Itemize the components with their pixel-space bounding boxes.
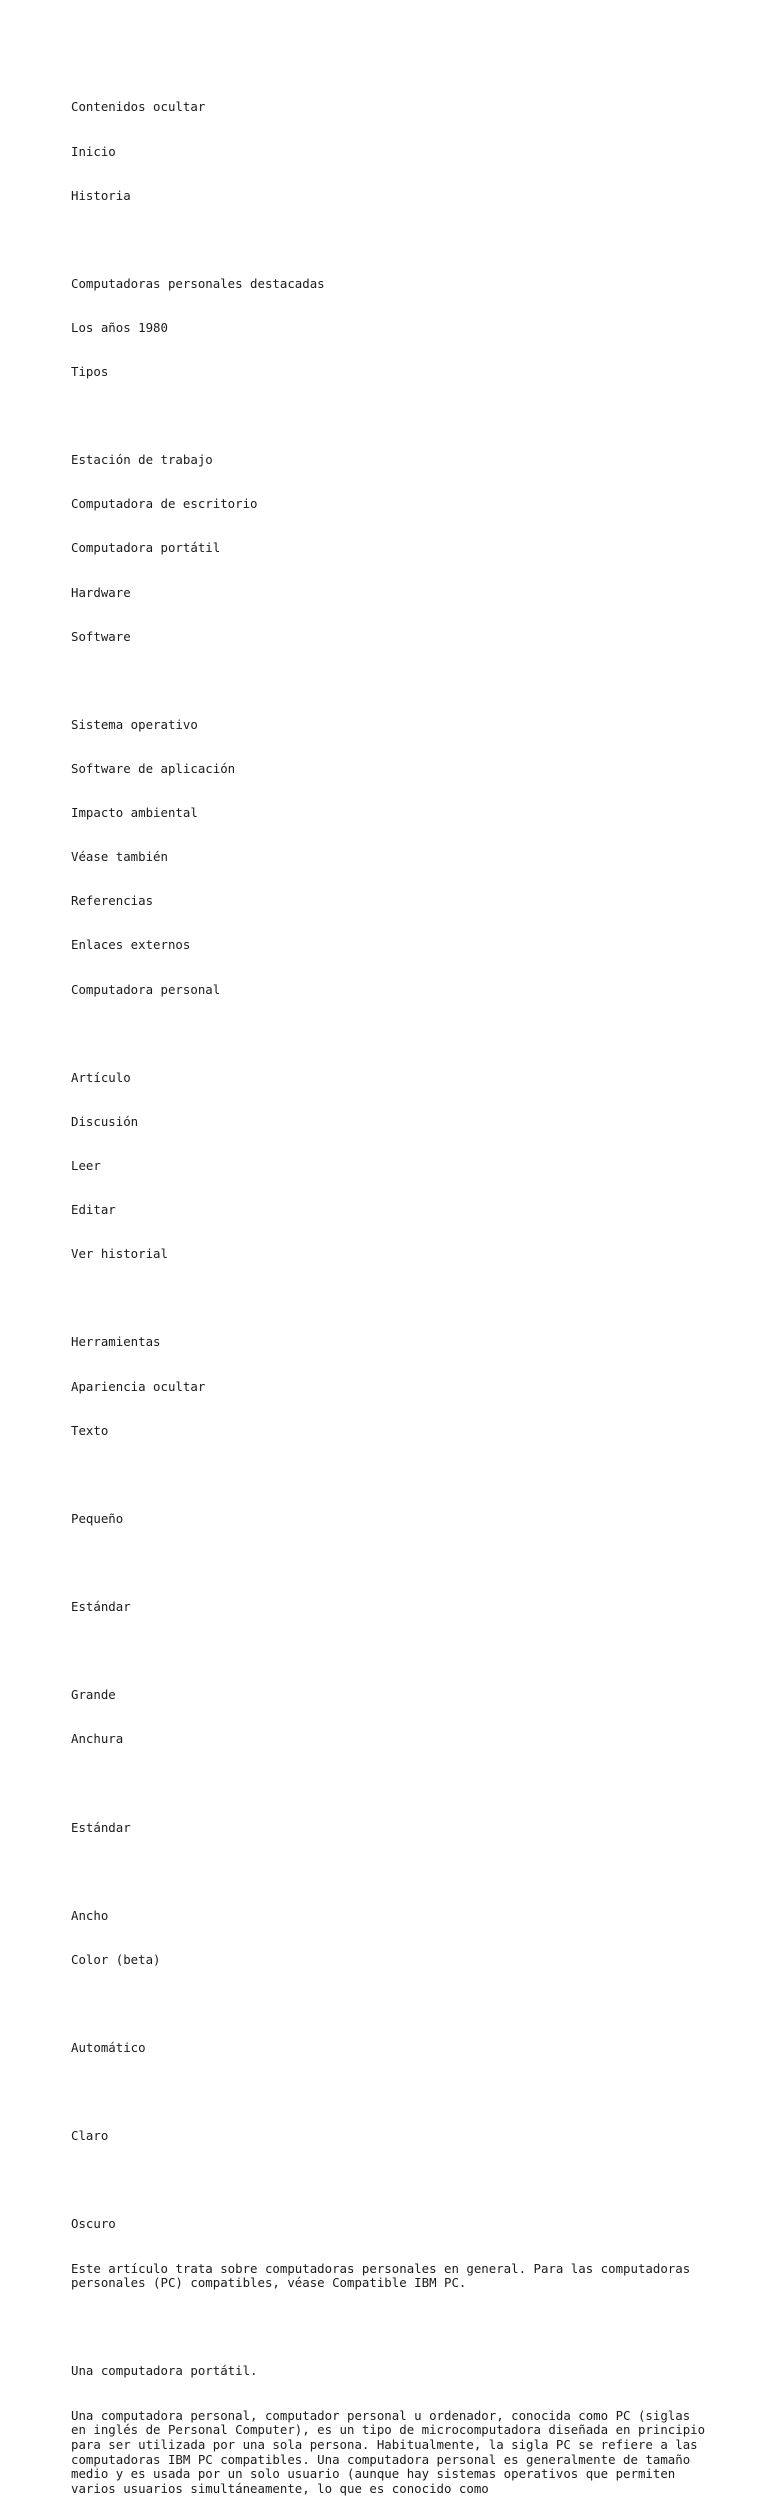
tab-editar[interactable]: Editar — [71, 1202, 116, 1218]
spacer — [71, 2320, 711, 2335]
toc-item-vease[interactable]: Véase también — [71, 849, 168, 865]
text-size-label: Texto — [71, 1422, 109, 1438]
spacer — [71, 1776, 711, 1791]
color-auto-option[interactable]: Automático — [71, 2040, 146, 2056]
tab-leer[interactable]: Leer — [71, 1157, 101, 1173]
spacer — [71, 1865, 711, 1880]
spacer — [71, 1644, 711, 1659]
toc-item-1980[interactable]: Los años 1980 — [71, 319, 168, 335]
toc-item-impacto[interactable]: Impacto ambiental — [71, 805, 198, 821]
toc-item-estacion[interactable]: Estación de trabajo — [71, 452, 213, 468]
toc-item-hardware[interactable]: Hardware — [71, 584, 131, 600]
text-size-standard-option[interactable]: Estándar — [71, 1599, 131, 1615]
toc-item-software-aplicacion[interactable]: Software de aplicación — [71, 761, 236, 776]
color-dark-option[interactable]: Oscuro — [71, 2216, 116, 2232]
spacer — [71, 2085, 711, 2100]
toc-item-portatil[interactable]: Computadora portátil — [71, 540, 221, 556]
toc-item-software[interactable]: Software — [71, 628, 131, 644]
spacer — [71, 1291, 711, 1306]
color-label: Color (beta) — [71, 1951, 161, 1967]
article-intro: Una computadora personal, computador personal u ordenador, conocida como PC (siglas en inglés de Personal Computer), es un tipo de microcomputadora diseñada en principio para ser utilizada por una sola persona. Habitualmente, la sigla PC se refiere a las computadoras IBM PC compatibles. Una computadora personal es generalmente de tamaño medio y es usada por un solo usuario (aunque hay sistemas operativos que permiten varios usuarios simultáneamente, lo que es conocido como — [71, 2407, 706, 2497]
width-standard-option[interactable]: Estándar — [71, 1819, 131, 1835]
page-title: Computadora personal — [71, 981, 221, 997]
toc-header[interactable]: Contenidos ocultar — [71, 99, 206, 115]
text-size-large-option[interactable]: Grande — [71, 1687, 116, 1703]
toc-item-referencias[interactable]: Referencias — [71, 893, 154, 909]
spacer — [71, 1027, 711, 1042]
spacer — [71, 1997, 711, 2012]
spacer — [71, 2173, 711, 2188]
spacer — [71, 233, 711, 248]
width-label: Anchura — [71, 1731, 124, 1747]
toc-item-tipos[interactable]: Tipos — [71, 364, 109, 380]
spacer — [71, 409, 711, 424]
image-caption: Una computadora portátil. — [71, 2363, 258, 2379]
document-text — [71, 71, 711, 2512]
tab-articulo[interactable]: Artículo — [71, 1069, 131, 1085]
hatnote: Este artículo trata sobre computadoras personales en general. Para las computadoras personales (PC) compatibles, véase Compatible IBM PC. — [71, 2260, 691, 2291]
text-size-small-option[interactable]: Pequeño — [71, 1510, 124, 1526]
toc-item-escritorio[interactable]: Computadora de escritorio — [71, 496, 258, 512]
spacer — [71, 674, 711, 689]
color-light-option[interactable]: Claro — [71, 2128, 109, 2144]
spacer — [71, 1468, 711, 1483]
width-wide-option[interactable]: Ancho — [71, 1907, 109, 1923]
toc-item-inicio[interactable]: Inicio — [71, 143, 116, 159]
toc-item-enlaces[interactable]: Enlaces externos — [71, 937, 191, 953]
spacer — [71, 1556, 711, 1571]
tools-menu[interactable]: Herramientas — [71, 1334, 161, 1350]
tab-discusion[interactable]: Discusión — [71, 1113, 139, 1129]
toc-item-sistema-operativo[interactable]: Sistema operativo — [71, 716, 198, 732]
tab-ver-historial[interactable]: Ver historial — [71, 1246, 168, 1262]
toc-item-destacadas[interactable]: Computadoras personales destacadas — [71, 275, 325, 291]
toc-item-historia[interactable]: Historia — [71, 187, 131, 203]
appearance-header[interactable]: Apariencia ocultar — [71, 1378, 206, 1394]
